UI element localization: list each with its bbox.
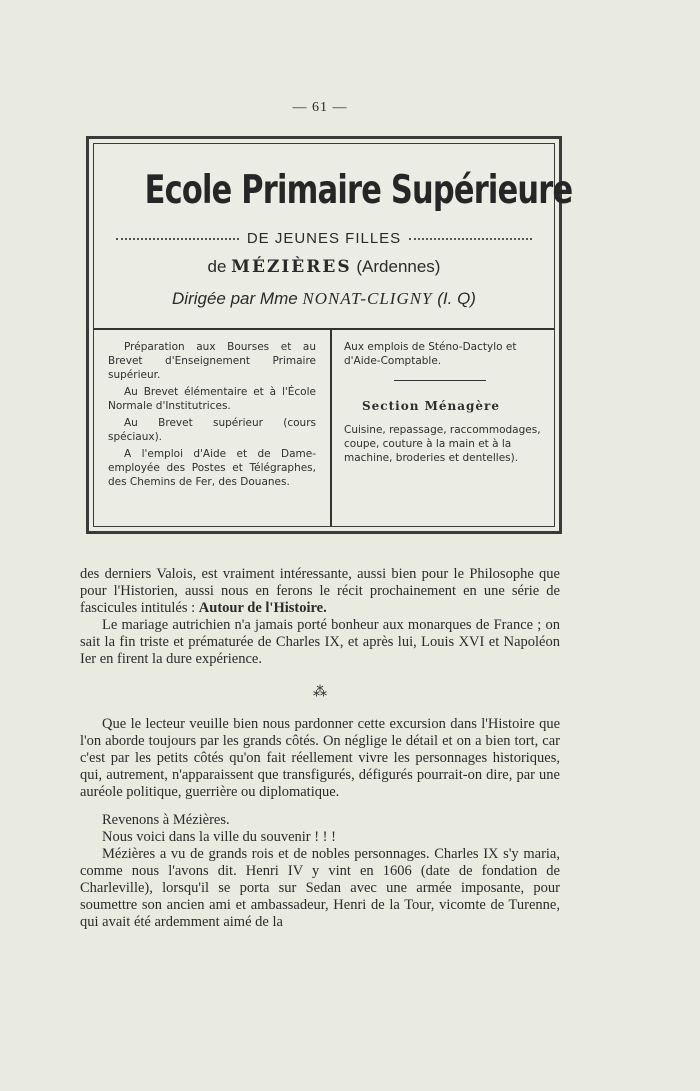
section-text: Cuisine, repassage, raccommodages, coupe, couture à la main et à la machine, broderies et dentelles). — [344, 424, 541, 464]
section-title: Section Ménagère — [362, 399, 501, 413]
horizontal-divider — [94, 328, 554, 330]
paragraph-kings: Mézières a vu de grands rois et de nobles personnages. Charles IX s'y maria, comme nous l'avons dit. Henri IV y vint en 1606 (date de fondation de Charleville), lorsqu'il se porta sur Sedan avec une armée imposante, pour soumettre son ancien ami et ambassadeur, Henri de la Tour, vicomte de Turenne, qui avait été ardemment aimé de la — [80, 846, 560, 930]
city-prefix: de — [207, 257, 227, 276]
dotted-rule-right — [409, 238, 532, 240]
region-name: (Ardennes) — [356, 257, 441, 276]
subtitle-row — [116, 230, 532, 247]
book-title: Autour de l'Histoire. — [198, 600, 327, 616]
jobs-column — [344, 340, 544, 468]
school-advertisement — [86, 136, 573, 534]
jobs-intro: Aux emplois de Sténo-Dactylo et d'Aide-Comptable. — [344, 341, 517, 367]
paragraph-return: Revenons à Mézières. — [102, 812, 230, 828]
advertisement-frame — [93, 143, 573, 527]
main-text — [80, 716, 560, 931]
school-subtitle: DE JEUNES FILLES — [246, 230, 402, 247]
course-item: Au Brevet élémentaire et à l'École Normale d'Institutrices. — [108, 386, 316, 412]
course-item: Préparation aux Bourses et au Brevet d'Enseignement Primaire supérieur. — [108, 341, 316, 381]
courses-column — [108, 340, 316, 492]
section-break-stars: ⁂ — [313, 685, 327, 700]
paragraph-marriage: Le mariage autrichien n'a jamais porté bonheur aux monarques de France ; on sait la fin triste et prématurée de Charles IX, et après lui, Louis XVI et Napoléon Ier en firent la dure expérience. — [80, 617, 560, 667]
paragraph-text: des derniers Valois, est vraiment intéressante, aussi bien pour le Philosophe que pour l'Historien, aussi nous en ferons le récit prochainement en une série de fascicules intitulés : — [80, 566, 560, 616]
paragraph-excursion: Que le lecteur veuille bien nous pardonner cette excursion dans l'Histoire que l'on aborde toujours par les grands côtés. On néglige le détail et on a bien tort, car c'est par les petits côtés qu'on fait réellement vivre les personnages historiques, qui, autrement, n'apparaissent que transfigurés, défigurés pourrait-on dire, par une auréole politique, guerrière ou diplomatique. — [80, 716, 560, 800]
madame-title: Mme — [259, 289, 298, 308]
course-item: Au Brevet supérieur (cours spéciaux). — [108, 417, 316, 443]
direction-prefix: Dirigée par — [172, 289, 256, 308]
column-divider — [330, 330, 332, 526]
page-number: — 61 — — [292, 100, 348, 115]
director-suffix: (I. Q) — [437, 289, 476, 308]
dotted-rule-left — [116, 238, 239, 240]
city-name: MÉZIÈRES — [231, 257, 352, 277]
director-name: NONAT-CLIGNY — [302, 289, 433, 308]
paragraph-souvenir: Nous voici dans la ville du souvenir ! ! ! — [102, 829, 336, 845]
paragraph-valois — [80, 566, 560, 668]
short-divider — [394, 380, 486, 381]
school-director — [94, 289, 554, 309]
school-location — [94, 257, 554, 277]
course-item: A l'emploi d'Aide et de Dame-employée des Postes et Télégraphes, des Chemins de Fer, des Douanes. — [108, 448, 316, 488]
school-title: Ecole Primaire Supérieure — [144, 168, 573, 213]
